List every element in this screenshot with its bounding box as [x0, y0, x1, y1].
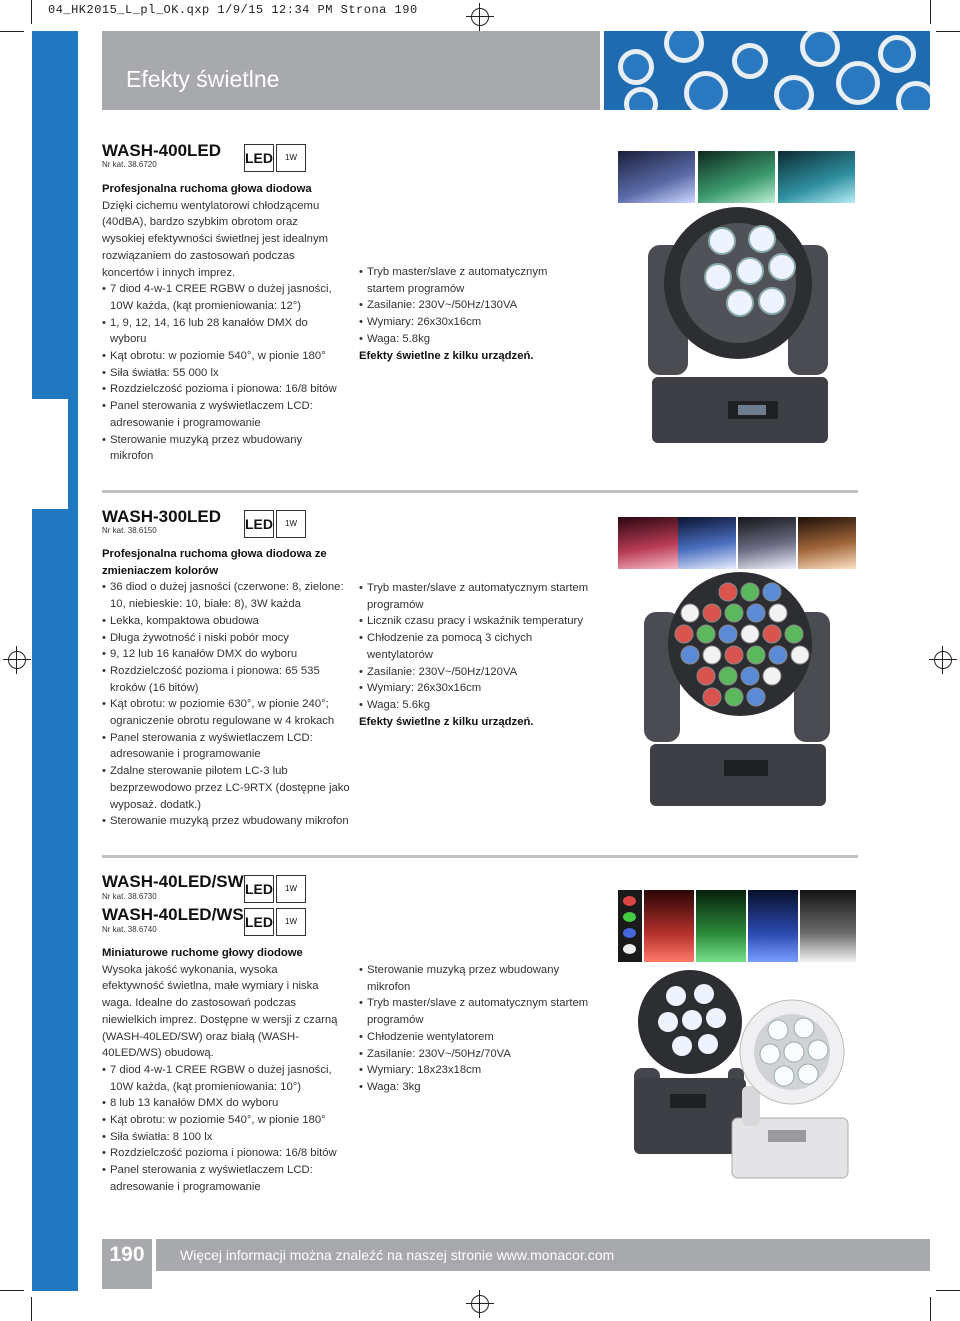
section-divider: [102, 855, 858, 858]
product-description-right: [359, 264, 579, 364]
product-description-left: [102, 181, 342, 465]
product-subtitle: Profesjonalna ruchoma głowa diodowa ze zmieniaczem kolorów: [102, 548, 327, 577]
watt-badge-icon: 1W: [276, 510, 306, 538]
catalog-number: Nr kat. 38.6150: [102, 526, 157, 535]
spec-bullet: • Zasilanie: 230V~/50Hz/120VA: [359, 664, 599, 681]
spec-bullet: • Panel sterowania z wyświetlaczem LCD: adresowanie i programowanie: [102, 1162, 340, 1195]
led-lens-icon: [747, 646, 765, 664]
led-lens-icon: [741, 667, 759, 685]
product-name: WASH-40LED/SW: [102, 872, 244, 891]
effect-photo: [748, 890, 798, 962]
spec-bullet: • Rozdzielczość pozioma i pionowa: 16/8 bitów: [102, 381, 342, 398]
spec-bullet: • 7 diod 4-w-1 CREE RGBW o dużej jasności, 10W każda, (kąt promieniowania: 10°): [102, 1062, 340, 1095]
spec-bullet: • Chłodzenie za pomocą 3 cichych wentylatorów: [359, 630, 599, 663]
spec-bullet: • Rozdzielczość pozioma i pionowa: 16/8 bitów: [102, 1145, 340, 1162]
spec-bullet: • Sterowanie muzyką przez wbudowany mikrofon: [102, 813, 350, 830]
registration-mark-icon: [8, 651, 26, 669]
led-lens-icon: [769, 646, 787, 664]
page-number: 190: [102, 1239, 152, 1289]
product-description-right: [359, 962, 599, 1096]
spec-bullet: • Licznik czasu pracy i wskaźnik temperatury: [359, 613, 599, 630]
spec-bullet: • Lekka, kompaktowa obudowa: [102, 613, 350, 630]
effect-photo: [644, 890, 694, 962]
spec-bullet: • Długa żywotność i niski pobór mocy: [102, 630, 350, 647]
led-lens-icon: [703, 688, 721, 706]
spec-bullet: • 1, 9, 12, 14, 16 lub 28 kanałów DMX do wyboru: [102, 315, 342, 348]
led-lens-icon: [697, 625, 715, 643]
spec-bullet: • Sterowanie muzyką przez wbudowany mikrofon: [102, 432, 342, 465]
spec-bullet: • Waga: 5.6kg: [359, 697, 599, 714]
page-title: Efekty świetlne: [126, 66, 280, 92]
led-lens-icon: [681, 646, 699, 664]
crop-mark: [936, 31, 960, 32]
product-photo-wash-300led: [640, 570, 834, 810]
spec-bullet: • Sterowanie muzyką przez wbudowany mikrofon: [359, 962, 599, 995]
led-lens-icon: [675, 625, 693, 643]
spec-bullet: • Panel sterowania z wyświetlaczem LCD: adresowanie i programowanie: [102, 398, 342, 431]
led-lens-icon: [703, 604, 721, 622]
effect-photo: [618, 151, 695, 203]
crop-mark: [31, 0, 32, 24]
print-slug: 04_HK2015_L_pl_OK.qxp 1/9/15 12:34 PM Strona 190: [48, 3, 418, 17]
led-badge-icon: LED: [244, 908, 274, 936]
led-badge-icon: LED: [244, 510, 274, 538]
registration-mark-icon: [934, 651, 952, 669]
product-description-left: [102, 546, 350, 830]
spec-bullet: • Panel sterowania z wyświetlaczem LCD: adresowanie i programowanie: [102, 730, 350, 763]
led-lens-icon: [785, 625, 803, 643]
effect-photo: [696, 890, 746, 962]
spec-bullet: • Wymiary: 18x23x18cm: [359, 1062, 599, 1079]
spec-bullet: • Waga: 3kg: [359, 1079, 599, 1096]
crop-mark: [0, 31, 24, 32]
spec-bullet: • Zasilanie: 230V~/50Hz/130VA: [359, 297, 579, 314]
effect-photo: [738, 517, 796, 569]
led-lens-icon: [763, 625, 781, 643]
watt-badge-icon: 1W: [276, 908, 306, 936]
effect-photo: [698, 151, 775, 203]
spec-bullet: • Chłodzenie wentylatorem: [359, 1029, 599, 1046]
spec-bullet: • Zdalne sterowanie pilotem LC-3 lub bezprzewodowo przez LC-9RTX (dostępne jako wyposaż. dodatk.): [102, 763, 350, 813]
led-lens-icon: [697, 667, 715, 685]
led-lens-icon: [791, 646, 809, 664]
led-lens-icon: [725, 604, 743, 622]
product-name: WASH-300LED: [102, 507, 222, 526]
description-paragraph: Wysoka jakość wykonania, wysoka efektywność świetlna, małe wymiary i niska waga. Idealne do zastosowań podczas niewielkich imprez. Dostępne w wersji z czarną (WASH-40LED/SW) oraz białą (WASH-40LED/WS) obudową.: [102, 963, 338, 1060]
product-description-left: [102, 945, 340, 1196]
registration-mark-icon: [471, 8, 489, 26]
led-lens-icon: [747, 688, 765, 706]
product-photo-wash-400led: [638, 205, 838, 447]
led-badge-icon: LED: [244, 144, 274, 172]
led-lens-icon: [763, 583, 781, 601]
footer-text: Więcej informacji można znaleźć na naszej stronie www.monacor.com: [180, 1247, 615, 1263]
led-lens-icon: [741, 583, 759, 601]
side-color-bar: [32, 31, 78, 1291]
spec-bullet: • Kąt obrotu: w poziomie 540°, w pionie 180°: [102, 348, 342, 365]
crop-mark: [930, 1297, 931, 1321]
led-lens-icon: [725, 646, 743, 664]
spec-bullet: • Kąt obrotu: w poziomie 540°, w pionie 180°: [102, 1112, 340, 1129]
effect-photo: [778, 151, 855, 203]
effect-photo: [800, 890, 856, 962]
spec-bullet: • 9, 12 lub 16 kanałów DMX do wyboru: [102, 646, 350, 663]
effect-photo: [798, 517, 856, 569]
feature-note: Efekty świetlne z kilku urządzeń.: [359, 715, 534, 728]
spec-bullet: • Wymiary: 26x30x16cm: [359, 314, 579, 331]
catalog-number: Nr kat. 38.6730: [102, 892, 157, 901]
product-subtitle: Miniaturowe ruchome głowy diodowe: [102, 947, 303, 959]
crop-mark: [936, 1290, 960, 1291]
effect-photo: [678, 517, 736, 569]
crop-mark: [930, 0, 931, 24]
led-lens-icon: [747, 604, 765, 622]
led-lens-icon: [741, 625, 759, 643]
registration-mark-icon: [471, 1295, 489, 1313]
spec-bullet: • Tryb master/slave z automatycznym startem programów: [359, 995, 599, 1028]
spec-bullet: • 36 diod o dużej jasności (czerwone: 8, zielone: 10, niebieskie: 10, białe: 8), 3W każda: [102, 579, 350, 612]
led-lens-icon: [725, 688, 743, 706]
led-lens-icon: [681, 604, 699, 622]
led-badge-icon: LED: [244, 875, 274, 903]
feature-note: Efekty świetlne z kilku urządzeń.: [359, 349, 534, 362]
spec-bullet: • Siła światła: 8 100 lx: [102, 1129, 340, 1146]
spec-bullet: • Tryb master/slave z automatycznym startem programów: [359, 264, 579, 297]
watt-badge-icon: 1W: [276, 144, 306, 172]
catalog-number: Nr kat. 38.6720: [102, 160, 157, 169]
product-subtitle: Profesjonalna ruchoma głowa diodowa: [102, 183, 312, 195]
spec-bullet: • Zasilanie: 230V~/50Hz/70VA: [359, 1046, 599, 1063]
spec-bullet: • Rozdzielczość pozioma i pionowa: 65 535 kroków (16 bitów): [102, 663, 350, 696]
spec-bullet: • 7 diod 4-w-1 CREE RGBW o dużej jasności, 10W każda, (kąt promieniowania: 12°): [102, 281, 342, 314]
spec-bullet: • Siła światła: 55 000 lx: [102, 365, 342, 382]
watt-badge-icon: 1W: [276, 875, 306, 903]
description-paragraph: Dzięki cichemu wentylatorowi chłodzącemu (40dBA), bardzo szybkim obrotom oraz wysokiej efektywności świetlnej jest idealnym rozwiązaniem do zastosowań podczas koncertów i innych imprez.: [102, 199, 329, 279]
led-lens-icon: [763, 667, 781, 685]
effect-photo: [618, 890, 642, 962]
led-lens-icon: [719, 583, 737, 601]
spec-bullet: • Kąt obrotu: w poziomie 630°, w pionie 240°; ograniczenie obrotu regulowane w 4 krokach: [102, 696, 350, 729]
led-lens-icon: [703, 646, 721, 664]
product-name: WASH-400LED: [102, 141, 222, 160]
crop-mark: [0, 1290, 24, 1291]
product-name: WASH-40LED/WS: [102, 905, 244, 924]
header-image: [604, 31, 930, 110]
catalog-number: Nr kat. 38.6740: [102, 925, 157, 934]
led-lens-icon: [769, 604, 787, 622]
spec-bullet: • Waga: 5.8kg: [359, 331, 579, 348]
spec-bullet: • Tryb master/slave z automatycznym startem programów: [359, 580, 599, 613]
section-divider: [102, 490, 858, 493]
spec-bullet: • 8 lub 13 kanałów DMX do wyboru: [102, 1095, 340, 1112]
spec-bullet: • Wymiary: 26x30x16cm: [359, 680, 599, 697]
product-photo-wash-40led: [628, 968, 856, 1182]
led-lens-icon: [719, 625, 737, 643]
product-description-right: [359, 580, 599, 730]
led-lens-icon: [719, 667, 737, 685]
crop-mark: [31, 1297, 32, 1321]
